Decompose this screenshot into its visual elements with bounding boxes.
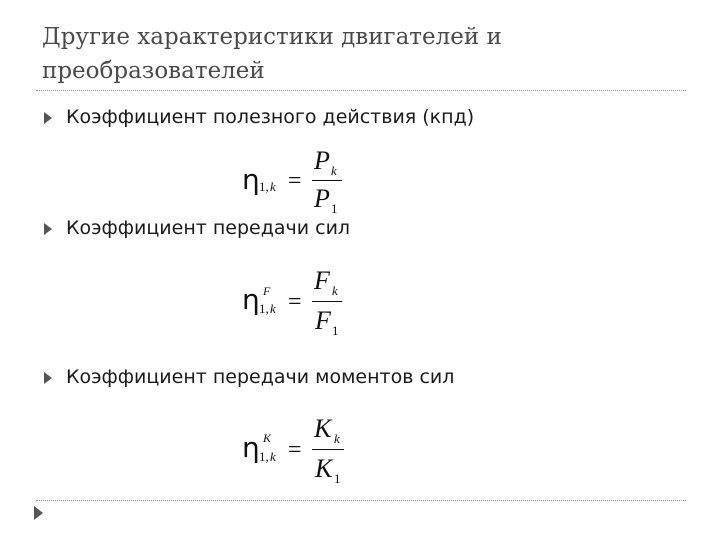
equals-sign: = [288,437,302,463]
fraction-bar [312,180,342,181]
eta-symbol: η [242,431,260,464]
numerator: F [314,266,330,295]
fraction-bar [312,301,342,302]
bullet-text: Коэффициент передачи сил [66,217,351,239]
numerator: K [314,414,332,443]
bullet-efficiency [44,106,474,128]
eta-symbol: η [242,283,260,316]
eta-subscript-index: 1, [259,179,269,194]
bullet-arrow-icon [44,372,52,384]
fraction-bar [312,449,344,450]
equals-sign: = [288,168,302,194]
numerator: P [314,146,330,175]
footer-divider [36,500,686,501]
bullet-arrow-icon [44,223,52,235]
bullet-arrow-icon [44,112,52,124]
title-divider [36,90,686,91]
formula-efficiency [242,146,362,216]
denominator-subscript: 1 [332,323,339,338]
slide-title: Другие характеристики двигателей и преобразователей [42,24,502,84]
eta-superscript: F [263,284,271,298]
eta-subscript-index: 1, [259,449,269,464]
denominator-subscript: 1 [334,471,341,486]
formula-force-transfer [242,266,362,338]
bullet-torque-transfer [44,366,454,388]
eta-subscript-k: k [270,301,276,316]
denominator: P [314,184,330,213]
eta-superscript: K [263,431,272,445]
formula-torque-transfer [242,414,362,486]
equals-sign: = [288,289,302,315]
eta-symbol: η [242,163,260,196]
bullet-force-transfer [44,217,350,239]
next-slide-arrow-icon[interactable] [34,506,43,520]
denominator: F [315,306,331,335]
bullet-text: Коэффициент полезного действия (кпд) [66,106,475,128]
eta-subscript-k: k [270,179,276,194]
eta-subscript-index: 1, [259,301,269,316]
numerator-subscript: k [334,431,340,446]
bullet-text: Коэффициент передачи моментов сил [66,366,455,388]
eta-subscript-k: k [270,449,276,464]
numerator-subscript: k [331,163,337,178]
denominator: K [315,454,333,483]
numerator-subscript: k [332,283,338,298]
denominator-subscript: 1 [331,201,338,216]
